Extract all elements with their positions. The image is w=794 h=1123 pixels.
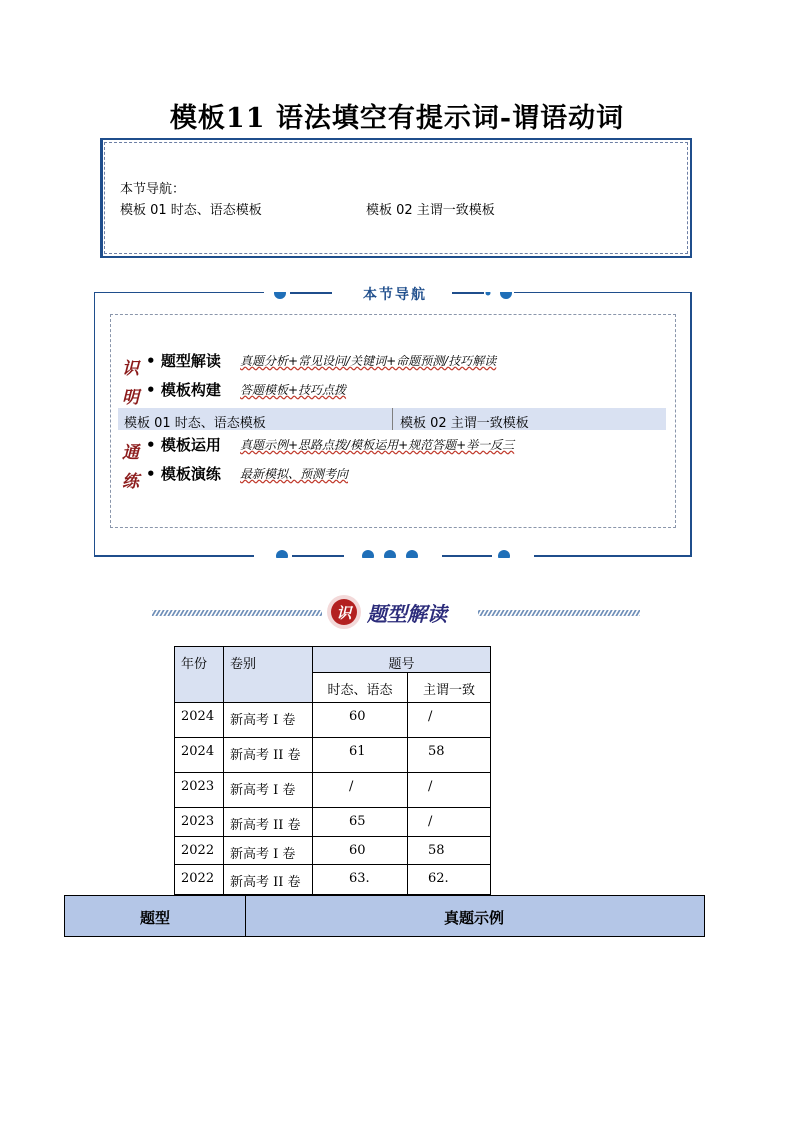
- section-icon: 识: [336, 604, 352, 622]
- nav-row-1-title: 题型解读: [160, 352, 221, 370]
- side-char-2: 明: [122, 388, 139, 408]
- th-question-type: 题型: [140, 909, 171, 927]
- table-row: 2022 新高考 I 卷 60 58: [175, 837, 491, 865]
- side-char-4: 练: [122, 472, 139, 492]
- nav-row-4[interactable]: • 模板演练: [146, 465, 221, 483]
- nav-row-1[interactable]: • 题型解读: [146, 352, 221, 370]
- band-item-02[interactable]: 模板 02 主谓一致模板: [400, 416, 529, 431]
- section-nav-label: 本节导航：: [120, 182, 186, 197]
- nav-row-3[interactable]: • 模板运用: [146, 436, 221, 454]
- table-row: 2024 新高考 II 卷 61 58: [175, 738, 491, 773]
- th-tense: 时态、语态: [313, 673, 408, 703]
- bottom-table-divider: [245, 895, 246, 937]
- nav-row-2-title: 模板构建: [160, 381, 221, 399]
- side-char-1: 识: [122, 359, 139, 379]
- section-nav-item-01[interactable]: 模板 01 时态、语态模板: [120, 203, 262, 218]
- th-year: 年份: [175, 647, 224, 703]
- band-divider: [392, 408, 393, 430]
- nav-row-3-title: 模板运用: [160, 436, 221, 454]
- table-row: 2022 新高考 II 卷 63. 62.: [175, 865, 491, 895]
- nav-card-heading: 本节导航: [340, 284, 450, 304]
- th-question-no: 题号: [313, 647, 491, 673]
- nav-row-3-desc: 真题示例+思路点拨/模板运用+规范答题+举一反三: [240, 438, 515, 452]
- exam-table: [174, 646, 491, 895]
- table-row: 2023 新高考 II 卷 65 /: [175, 808, 491, 837]
- th-real-example: 真题示例: [444, 909, 505, 927]
- nav-row-2[interactable]: • 模板构建: [146, 381, 221, 399]
- th-paper: 卷别: [224, 647, 313, 703]
- section-title: 题型解读: [367, 602, 447, 626]
- nav-box-inner: [104, 142, 688, 254]
- section-nav-item-02[interactable]: 模板 02 主谓一致模板: [366, 203, 495, 218]
- table-row: 2023 新高考 I 卷 / /: [175, 773, 491, 808]
- nav-row-4-title: 模板演练: [160, 465, 221, 483]
- th-agreement: 主谓一致: [408, 673, 491, 703]
- nav-row-1-desc: 真题分析+常见设问/关键词+命题预测/技巧解读: [240, 354, 497, 368]
- table-row: 2024 新高考 I 卷 60 /: [175, 703, 491, 738]
- band-item-01[interactable]: 模板 01 时态、语态模板: [124, 416, 266, 431]
- nav-row-4-desc: 最新模拟、预测考向: [240, 467, 349, 481]
- side-char-3: 通: [122, 443, 139, 463]
- nav-row-2-desc: 答题模板+技巧点拨: [240, 383, 347, 397]
- page-title: 模板11 语法填空有提示词-谓语动词: [169, 103, 625, 134]
